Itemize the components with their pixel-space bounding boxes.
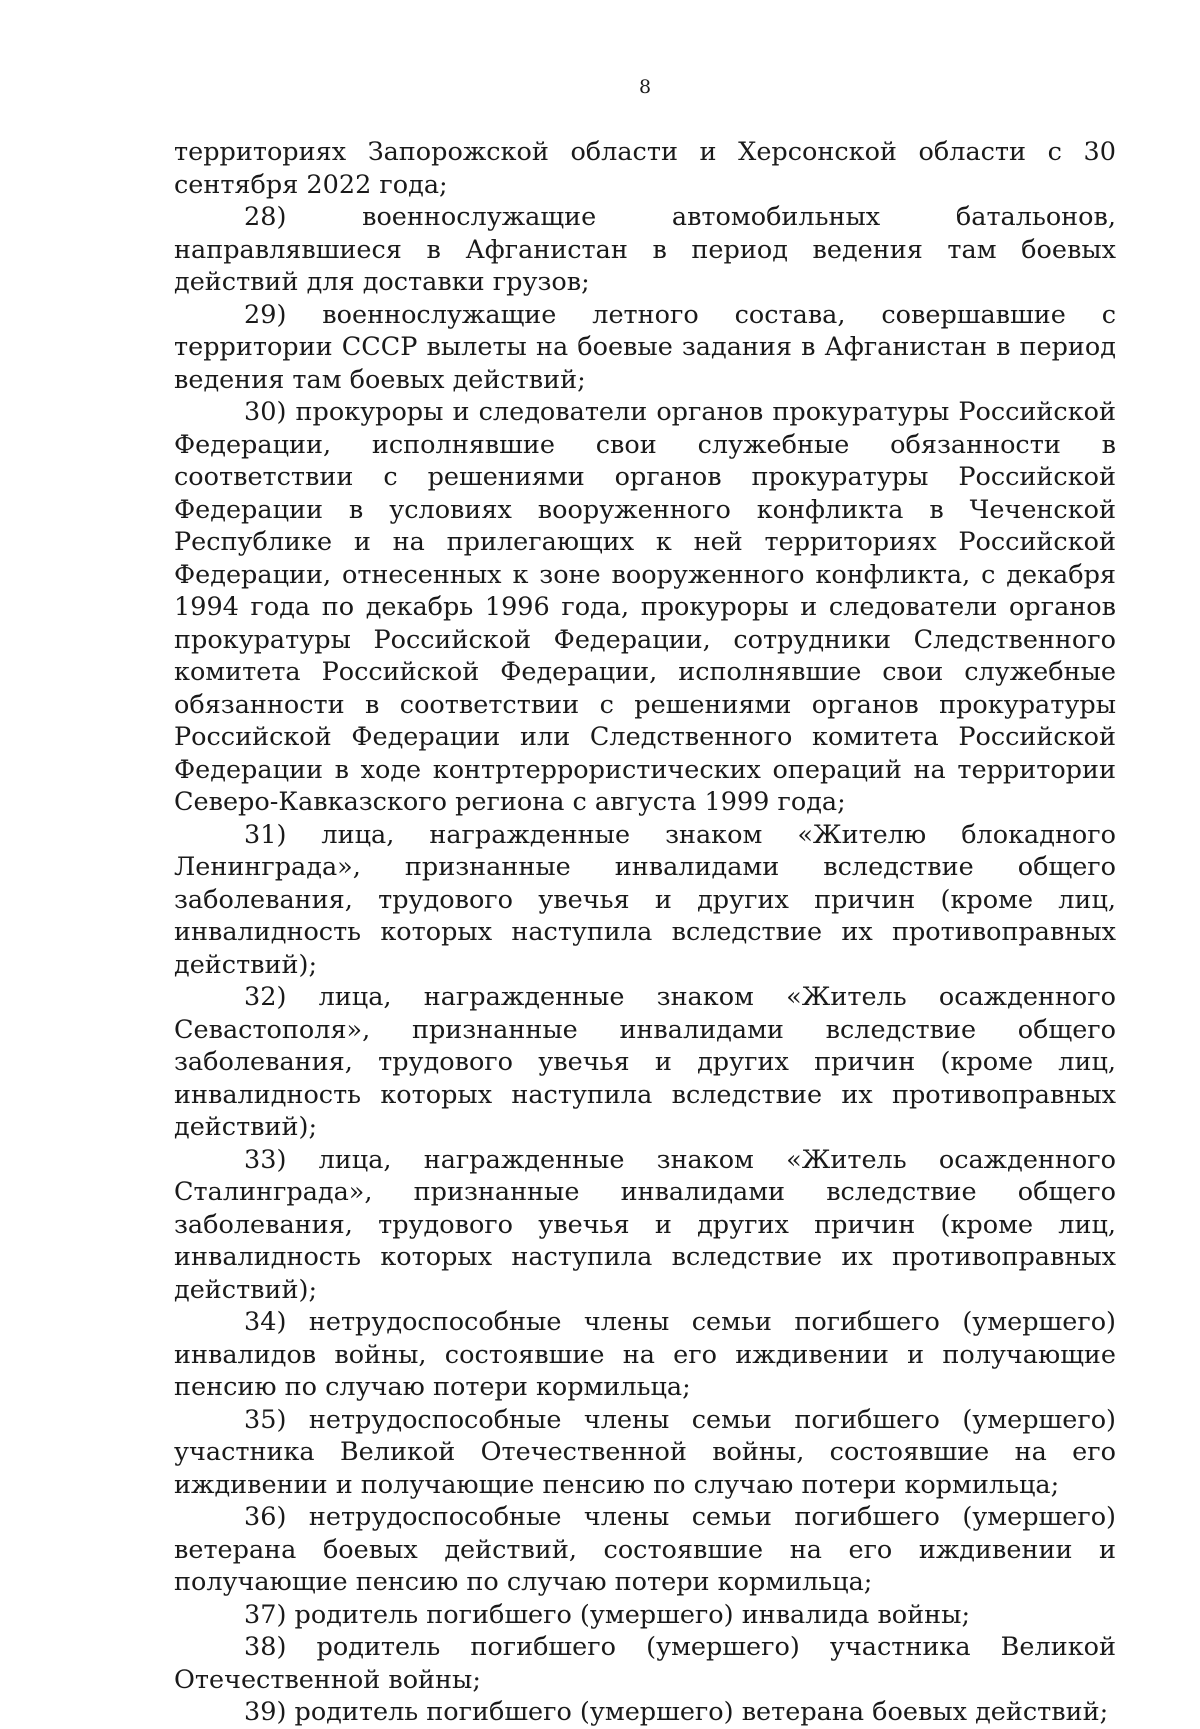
paragraph-33: 33) лица, награжденные знаком «Житель осажденного Сталинграда», признанные инвалидами вследствие общего заболевания, трудового увечья и других причин (кроме лиц, инвалидность которых наступила вследствие их противоправных действий); — [174, 1144, 1116, 1305]
paragraph-39: 39) родитель погибшего (умершего) ветерана боевых действий; — [244, 1697, 1109, 1727]
paragraph-36: 36) нетрудоспособные члены семьи погибшего (умершего) ветерана боевых действий, состоявшие на его иждивении и получающие пенсию по случаю потери кормильца; — [174, 1502, 1116, 1597]
paragraph-35: 35) нетрудоспособные члены семьи погибшего (умершего) участника Великой Отечественной войны, состоявшие на его иждивении и получающие пенсию по случаю потери кормильца; — [174, 1404, 1116, 1500]
paragraph-29: 29) военнослужащие летного состава, совершавшие с территории СССР вылеты на боевые задания в Афганистан в период ведения там боевых действий; — [174, 299, 1116, 395]
paragraph-30: 30) прокуроры и следователи органов прокуратуры Российской Федерации, исполнявшие свои служебные обязанности в соответствии с решениями органов прокуратуры Российской Федерации в условиях вооруженного конфликта в Чеченской Республике и на прилегающих к ней территориях Российской Федерации, отнесенных к зоне вооруженного конфликта, с декабря 1994 года по декабрь 1996 года, прокуроры и следователи органов прокуратуры Российской Федерации, сотрудники Следственного комитета Российской Федерации, исполнявшие свои служебные обязанности в соответствии с решениями органов прокуратуры Российской Федерации или Следственного комитета Российской Федерации в ходе контртеррористических операций на территории Северо-Кавказского региона с августа 1999 года; — [174, 397, 1116, 817]
paragraph-31: 31) лица, награжденные знаком «Жителю блокадного Ленинграда», признанные инвалидами вследствие общего заболевания, трудового увечья и других причин (кроме лиц, инвалидность которых наступила вследствие их противоправных действий); — [174, 819, 1116, 980]
paragraph-34: 34) нетрудоспособные члены семьи погибшего (умершего) инвалидов войны, состоявшие на его иждивении и получающие пенсию по случаю потери кормильца; — [174, 1307, 1116, 1402]
paragraph-32: 32) лица, награжденные знаком «Житель осажденного Севастополя», признанные инвалидами вследствие общего заболевания, трудового увечья и других причин (кроме лиц, инвалидность которых наступила вследствие их противоправных действий); — [174, 982, 1116, 1142]
paragraph-27-continuation: территориях Запорожской области и Херсонской области с 30 сентября 2022 года; — [174, 137, 1116, 200]
document-body — [174, 136, 1116, 1729]
paragraph-37: 37) родитель погибшего (умершего) инвалида войны; — [244, 1599, 971, 1630]
paragraph-38: 38) родитель погибшего (умершего) участника Великой Отечественной войны; — [174, 1632, 1116, 1695]
paragraph-28: 28) военнослужащие автомобильных батальонов, направлявшиеся в Афганистан в период ведения там боевых действий для доставки грузов; — [174, 202, 1116, 297]
page-number: 8 — [638, 76, 652, 98]
